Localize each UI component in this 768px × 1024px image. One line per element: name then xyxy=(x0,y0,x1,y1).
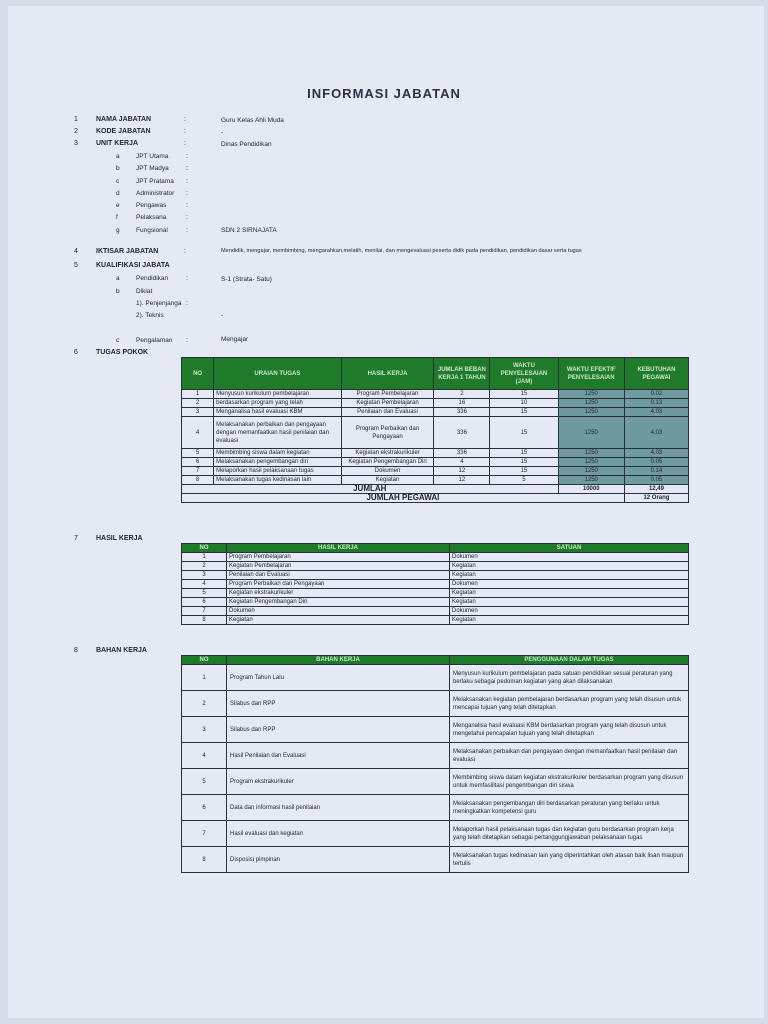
cell-waktu: 10 xyxy=(490,399,558,408)
field-label-nama-jabatan: NAMA JABATAN xyxy=(96,116,152,123)
cell-efektif: 1250 xyxy=(558,467,624,476)
cell-kebutuhan: 0.05 xyxy=(624,458,688,467)
cell-efektif: 1250 xyxy=(558,408,624,417)
cell-no: 7 xyxy=(182,607,227,616)
colon: : xyxy=(184,128,186,135)
cell-jumlah: 336 xyxy=(434,408,490,417)
colon: : xyxy=(184,140,186,147)
cell-efektif: 1250 xyxy=(558,458,624,467)
cell-bahan: Data dan informasi hasil penilaian xyxy=(227,795,450,821)
cell-waktu: 5 xyxy=(490,476,558,485)
cell-hasil: Program Pembelajaran xyxy=(341,390,434,399)
table-row xyxy=(182,562,689,571)
cell-no: 8 xyxy=(182,847,227,873)
cell-penggunaan: Melaksanakan tugas kedinasan lain yang diperintahkan oleh atasan baik lisan maupun tertulis xyxy=(450,847,689,873)
cell-hasil: Kegiatan xyxy=(227,616,450,625)
cell-hasil: Kegiatan Pembelajaran xyxy=(341,399,434,408)
cell-jumlah: 12 xyxy=(434,476,490,485)
colon: : xyxy=(186,337,188,344)
cell-hasil: Program Perbaikan dan Pengayaan xyxy=(227,580,450,589)
table-header: PENGGUNAAN DALAM TUGAS xyxy=(450,656,689,665)
table-header: BAHAN KERJA xyxy=(227,656,450,665)
cell-efektif: 1250 xyxy=(558,399,624,408)
cell-no: 3 xyxy=(182,717,227,743)
cell-no: 5 xyxy=(182,449,214,458)
field-num: 7 xyxy=(74,535,78,542)
table-row xyxy=(182,743,689,769)
field-num: 2 xyxy=(74,128,78,135)
field-num: 8 xyxy=(74,647,78,654)
table-row xyxy=(182,467,689,476)
cell-hasil: Kegiatan ekstrakurikuler xyxy=(341,449,434,458)
table-row xyxy=(182,390,689,399)
table-row xyxy=(182,553,689,562)
cell-uraian: Melaksanakan pengembangan diri xyxy=(214,458,341,467)
cell-hasil: Kegiatan Pembelajaran xyxy=(227,562,450,571)
sub-letter: b xyxy=(116,165,120,172)
cell-kebutuhan: 0.13 xyxy=(624,399,688,408)
sub-label-fungsional: Fungsional xyxy=(136,227,168,234)
cell-penggunaan: Menyusun kurikulum pembelajaran pada satuan pendidikan sesuai peraturan yang berlaku sebagai pedoman kegiatan yang akan dilaksanakan xyxy=(450,665,689,691)
tugas-pokok-label: TUGAS POKOK xyxy=(96,349,149,356)
colon: : xyxy=(186,153,188,160)
pengalaman-label: Pengalaman xyxy=(136,337,173,344)
ikhtisar-value: Mendidik, mengajar, membimbing, mengarahkan,melatih, menilai, dan mengevaluasi peserta didik pada pendidikan, pendidikan dasar serta tugas xyxy=(221,248,582,254)
cell-no: 1 xyxy=(182,665,227,691)
table-row xyxy=(182,769,689,795)
cell-uraian: Menyusun kurikulum pembelajaran xyxy=(214,390,341,399)
cell-jumlah: 4 xyxy=(434,458,490,467)
table-row xyxy=(182,717,689,743)
colon: : xyxy=(186,190,188,197)
cell-no: 8 xyxy=(182,616,227,625)
table-header: NO xyxy=(182,358,214,390)
sub-value-fungsional: SDN 2 SIRNAJATA xyxy=(221,227,277,234)
cell-no: 2 xyxy=(182,562,227,571)
cell-bahan: Silabus dan RPP xyxy=(227,717,450,743)
table-row xyxy=(182,847,689,873)
table-row xyxy=(182,571,689,580)
field-value-kode-jabatan: - xyxy=(221,129,224,136)
field-label-unit-kerja: UNIT KERJA xyxy=(96,140,139,147)
table-row xyxy=(182,449,689,458)
jumlah-kebutuhan: 12,49 xyxy=(624,485,688,494)
table-row xyxy=(182,458,689,467)
colon: : xyxy=(186,300,188,307)
teknis-value: - xyxy=(221,312,224,319)
field-label-kode-jabatan: KODE JABATAN xyxy=(96,128,151,135)
sub-label-administrator: Administrator xyxy=(136,190,175,197)
penjenjang-label: 1). Penjenjanga xyxy=(136,300,182,307)
cell-no: 4 xyxy=(182,417,214,449)
cell-no: 5 xyxy=(182,769,227,795)
cell-kebutuhan: 0.14 xyxy=(624,467,688,476)
cell-hasil: Dokumen xyxy=(341,467,434,476)
cell-waktu: 15 xyxy=(490,449,558,458)
table-header: HASIL KERJA xyxy=(227,544,450,553)
sub-letter: g xyxy=(116,227,120,234)
sub-letter: d xyxy=(116,190,120,197)
table-row xyxy=(182,607,689,616)
cell-bahan: Program Tahun Lalu xyxy=(227,665,450,691)
cell-no: 2 xyxy=(182,399,214,408)
colon: : xyxy=(184,248,186,255)
table-header: WAKTU PENYELESAIAN (JAM) xyxy=(490,358,558,390)
cell-satuan: Dokumen xyxy=(450,607,689,616)
sub-letter: f xyxy=(116,214,118,221)
cell-no: 6 xyxy=(182,795,227,821)
cell-penggunaan: Melaporkan hasil pelaksanaan tugas dan kegiatan guru berdasarkan program kerja yang telah ditetapkan sebagai pertanggungjawaban pelaksanaan tugas xyxy=(450,821,689,847)
sub-letter: a xyxy=(116,153,120,160)
cell-uraian: Menganalisa hasil evaluasi KBM xyxy=(214,408,341,417)
cell-kebutuhan: 4.03 xyxy=(624,449,688,458)
cell-jumlah: 336 xyxy=(434,417,490,449)
cell-efektif: 1250 xyxy=(558,417,624,449)
sub-letter: e xyxy=(116,202,120,209)
cell-satuan: Kegiatan xyxy=(450,589,689,598)
cell-no: 3 xyxy=(182,408,214,417)
cell-satuan: Dokumen xyxy=(450,580,689,589)
cell-bahan: Silabus dan RPP xyxy=(227,691,450,717)
cell-waktu: 15 xyxy=(490,417,558,449)
cell-bahan: Hasil evaluasi dan kegiatan xyxy=(227,821,450,847)
cell-jumlah: 336 xyxy=(434,449,490,458)
sub-letter: c xyxy=(116,337,120,344)
table-row xyxy=(182,399,689,408)
bahan-kerja-table xyxy=(181,655,689,873)
table-header: URAIAN TUGAS xyxy=(214,358,341,390)
table-header: NO xyxy=(182,656,227,665)
cell-hasil: Program Pembelajaran xyxy=(227,553,450,562)
table-row xyxy=(182,665,689,691)
cell-uraian: Melaksanakan tugas kedinasan lain xyxy=(214,476,341,485)
cell-satuan: Kegiatan xyxy=(450,616,689,625)
cell-satuan: Kegiatan xyxy=(450,598,689,607)
table-row xyxy=(182,598,689,607)
cell-uraian: Melaporkan hasil pelaksanaan tugas xyxy=(214,467,341,476)
table-header: JUMLAH BEBAN KERJA 1 TAHUN xyxy=(434,358,490,390)
sub-letter: a xyxy=(116,275,120,282)
table-row xyxy=(182,408,689,417)
cell-waktu: 15 xyxy=(490,458,558,467)
pengalaman-value: Mengajar xyxy=(221,336,249,343)
cell-no: 2 xyxy=(182,691,227,717)
cell-efektif: 1250 xyxy=(558,449,624,458)
cell-no: 7 xyxy=(182,821,227,847)
kualifikasi-label: KUALIFIKASI JABATA xyxy=(96,262,170,269)
table-row xyxy=(182,417,689,449)
table-header: KEBUTUHAN PEGAWAI xyxy=(624,358,688,390)
sub-letter: b xyxy=(116,288,120,295)
cell-no: 1 xyxy=(182,390,214,399)
cell-hasil: Penilaian dan Evaluasi xyxy=(227,571,450,580)
cell-bahan: Disposisi pimpinan xyxy=(227,847,450,873)
table-row xyxy=(182,616,689,625)
cell-uraian: Membimbing siswa dalam kegiatan xyxy=(214,449,341,458)
cell-penggunaan: Melaksanakan pengembangan diri berdasarkan peraturan yang berlaku untuk meningkatkan kompetensi guru xyxy=(450,795,689,821)
field-num: 3 xyxy=(74,140,78,147)
cell-no: 1 xyxy=(182,553,227,562)
cell-efektif: 1250 xyxy=(558,390,624,399)
colon: : xyxy=(186,275,188,282)
table-header: SATUAN xyxy=(450,544,689,553)
table-row xyxy=(182,821,689,847)
cell-uraian: Melaksanakan perbaikan dan pengayaan dengan memanfaatkan hasil penilaian dan evaluasi xyxy=(214,417,341,449)
cell-no: 6 xyxy=(182,598,227,607)
pendidikan-value: S-1 (Strata- Satu) xyxy=(221,276,272,283)
table-row xyxy=(182,795,689,821)
hasil-kerja-label: HASIL KERJA xyxy=(96,535,143,542)
table-header: NO xyxy=(182,544,227,553)
table-header: WAKTU EFEKTIF PENYELESAIAN xyxy=(558,358,624,390)
cell-bahan: Program ekstrakurikuler xyxy=(227,769,450,795)
hasil-kerja-table xyxy=(181,543,689,625)
cell-jumlah: 16 xyxy=(434,399,490,408)
cell-no: 7 xyxy=(182,467,214,476)
cell-waktu: 15 xyxy=(490,467,558,476)
teknis-label: 2). Teknis xyxy=(136,312,164,319)
table-row xyxy=(182,589,689,598)
colon: : xyxy=(184,116,186,123)
colon: : xyxy=(186,227,188,234)
jumlah-pegawai-label: JUMLAH PEGAWAI xyxy=(182,494,625,503)
jumlah-pegawai-row xyxy=(182,494,689,503)
colon: : xyxy=(186,214,188,221)
sub-label-pengawas: Pengawas xyxy=(136,202,167,209)
cell-no: 3 xyxy=(182,571,227,580)
cell-penggunaan: Menganalisa hasil evaluasi KBM berdasarkan program yang telah disusun untuk mengetahui pencapaian tujuan yang telah ditetapkan xyxy=(450,717,689,743)
tugas-pokok-table xyxy=(181,357,689,503)
cell-hasil: Kegiatan Pengembangan Diri xyxy=(227,598,450,607)
cell-jumlah: 12 xyxy=(434,467,490,476)
cell-waktu: 15 xyxy=(490,408,558,417)
cell-bahan: Hasil Penilaian dan Evaluasi xyxy=(227,743,450,769)
table-row xyxy=(182,580,689,589)
cell-no: 5 xyxy=(182,589,227,598)
cell-waktu: 15 xyxy=(490,390,558,399)
colon: : xyxy=(186,165,188,172)
ikhtisar-label: IKTISAR JABATAN xyxy=(96,248,159,255)
field-num: 4 xyxy=(74,248,78,255)
jumlah-label: JUMLAH xyxy=(182,485,559,494)
bahan-kerja-label: BAHAN KERJA xyxy=(96,647,147,654)
sub-label-pelaksana: Pelaksana xyxy=(136,214,167,221)
cell-hasil: Kegiatan ekstrakurikuler xyxy=(227,589,450,598)
sub-letter: c xyxy=(116,178,120,185)
jumlah-efektif: 10000 xyxy=(558,485,624,494)
sub-label-jpt-utama: JPT Utama xyxy=(136,153,169,160)
cell-kebutuhan: 0.05 xyxy=(624,476,688,485)
cell-hasil: Kegiatan xyxy=(341,476,434,485)
cell-uraian: berdasarkan program yang telah xyxy=(214,399,341,408)
cell-hasil: Kegiatan Pengembangan Diri xyxy=(341,458,434,467)
cell-hasil: Dokumen xyxy=(227,607,450,616)
field-num: 5 xyxy=(74,262,78,269)
colon: : xyxy=(186,178,188,185)
sub-label-jpt-pratama: JPT Pratama xyxy=(136,178,174,185)
table-header: HASIL KERJA xyxy=(341,358,434,390)
sub-label-jpt-madya: JPT Madya xyxy=(136,165,169,172)
document-title: INFORMASI JABATAN xyxy=(307,86,461,101)
cell-satuan: Dokumen xyxy=(450,553,689,562)
field-num: 1 xyxy=(74,116,78,123)
table-row xyxy=(182,476,689,485)
cell-penggunaan: Melaksanakan kegiatan pembelajaran berdasarkan program yang telah disusun untuk mencapai tujuan yang telah ditetapkan xyxy=(450,691,689,717)
pendidikan-label: Pendidikan xyxy=(136,275,169,282)
cell-penggunaan: Melaksanakan perbaikan dan pengayaan dengan memanfaatkan hasil penilaian dan evaluasi xyxy=(450,743,689,769)
cell-no: 6 xyxy=(182,458,214,467)
cell-satuan: Kegiatan xyxy=(450,562,689,571)
cell-hasil: Penilaian dan Evaluasi xyxy=(341,408,434,417)
field-num: 6 xyxy=(74,349,78,356)
table-row xyxy=(182,691,689,717)
cell-no: 4 xyxy=(182,580,227,589)
cell-jumlah: 2 xyxy=(434,390,490,399)
colon: : xyxy=(186,202,188,209)
cell-no: 8 xyxy=(182,476,214,485)
cell-kebutuhan: 4.03 xyxy=(624,408,688,417)
cell-satuan: Kegiatan xyxy=(450,571,689,580)
cell-efektif: 1250 xyxy=(558,476,624,485)
cell-penggunaan: Membimbing siswa dalam kegiatan ekstrakurikuler berdasarkan program yang disusun untuk memfasilitasi pengembangan diri siswa xyxy=(450,769,689,795)
cell-kebutuhan: 0.02 xyxy=(624,390,688,399)
jumlah-pegawai-value: 12 Orang xyxy=(624,494,688,503)
cell-hasil: Program Perbaikan dan Pengayaan xyxy=(341,417,434,449)
cell-no: 4 xyxy=(182,743,227,769)
field-value-unit-kerja: Dinas Pendidikan xyxy=(221,141,272,148)
field-value-nama-jabatan: Guru Kelas Ahli Muda xyxy=(221,117,284,124)
cell-kebutuhan: 4.03 xyxy=(624,417,688,449)
diklat-label: Diklat xyxy=(136,288,153,295)
